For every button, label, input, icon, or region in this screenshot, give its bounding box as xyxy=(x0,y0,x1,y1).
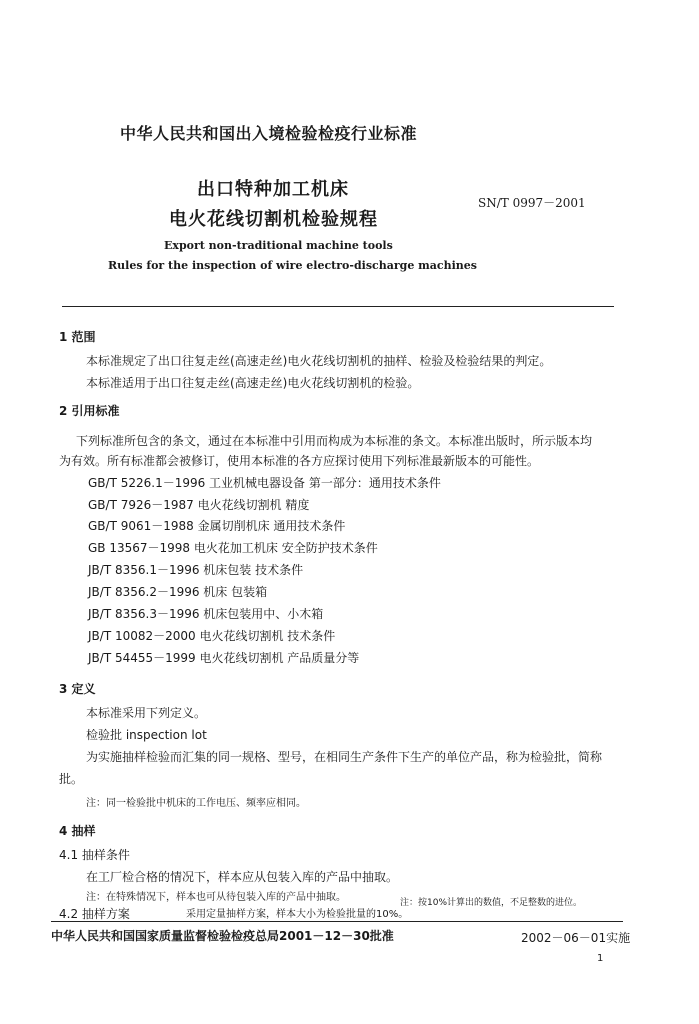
approval-statement: 中华人民共和国国家质量监督检验检疫总局2001－12－30批准 xyxy=(51,929,394,943)
reference-item: JB/T 8356.2－1996 机床 包装箱 xyxy=(88,585,268,599)
reference-item: GB 13567－1998 电火花加工机床 安全防护技术条件 xyxy=(88,541,378,555)
section-3-definition-line-1: 为实施抽样检验而汇集的同一规格、型号，在相同生产条件下生产的单位产品，称为检验批，简称 xyxy=(86,750,603,764)
section-2-intro-line-2: 为有效。所有标准都会被修订，使用本标准的各方应探讨使用下列标准最新版本的可能性。 xyxy=(59,454,540,468)
section-4-2-paragraph: 采用定量抽样方案，样本大小为检验批量的10%。 xyxy=(186,909,409,920)
implementation-date: 2002－06－01实施 xyxy=(521,931,631,945)
document-title-line-1: 出口特种加工机床 xyxy=(197,179,349,200)
section-2-intro-line-1: 下列标准所包含的条文，通过在本标准中引用而构成为本标准的条文。本标准出版时，所示版本均 xyxy=(76,434,593,448)
section-2-heading: 2 引用标准 xyxy=(59,404,120,418)
section-4-1-paragraph: 在工厂检合格的情况下，样本应从包装入库的产品中抽取。 xyxy=(86,870,399,884)
document-title-line-2: 电火花线切割机检验规程 xyxy=(169,209,378,230)
section-1-paragraph-2: 本标准适用于出口往复走丝(高速走丝)电火花线切割机的检验。 xyxy=(86,376,420,390)
section-3-term: 检验批 inspection lot xyxy=(86,728,207,742)
standard-category-heading: 中华人民共和国出入境检验检疫行业标准 xyxy=(120,124,418,143)
section-4-1-note: 注：在特殊情况下，样本也可从待包装入库的产品中抽取。 xyxy=(86,892,346,903)
reference-item: JB/T 54455－1999 电火花线切割机 产品质量分等 xyxy=(88,651,360,665)
standard-code: SN/T 0997－2001 xyxy=(478,196,586,210)
english-title-line-1: Export non-traditional machine tools xyxy=(164,239,393,252)
section-3-note: 注：同一检验批中机床的工作电压、频率应相同。 xyxy=(86,798,306,809)
section-3-definition-line-2: 批。 xyxy=(59,772,84,786)
section-4-2-heading: 4.2 抽样方案 xyxy=(59,907,130,921)
header-divider xyxy=(62,306,614,307)
section-4-2-note: 注：按10%计算出的数值，不足整数的进位。 xyxy=(400,898,583,908)
reference-item: JB/T 8356.1－1996 机床包装 技术条件 xyxy=(88,563,304,577)
page-number: 1 xyxy=(597,953,604,964)
section-4-1-heading: 4.1 抽样条件 xyxy=(59,848,130,862)
reference-item: GB/T 7926－1987 电火花线切割机 精度 xyxy=(88,498,310,512)
section-1-heading: 1 范围 xyxy=(59,330,96,344)
reference-item: JB/T 8356.3－1996 机床包装用中、小木箱 xyxy=(88,607,324,621)
reference-item: JB/T 10082－2000 电火花线切割机 技术条件 xyxy=(88,629,336,643)
section-3-heading: 3 定义 xyxy=(59,682,96,696)
section-3-intro: 本标准采用下列定义。 xyxy=(86,706,207,720)
english-title-line-2: Rules for the inspection of wire electro-discharge machines xyxy=(108,259,477,272)
section-4-heading: 4 抽样 xyxy=(59,824,96,838)
section-1-paragraph-1: 本标准规定了出口往复走丝(高速走丝)电火花线切割机的抽样、检验及检验结果的判定。 xyxy=(86,354,552,368)
footer-divider xyxy=(51,921,623,922)
reference-item: GB/T 9061－1988 金属切削机床 通用技术条件 xyxy=(88,519,346,533)
reference-item: GB/T 5226.1－1996 工业机械电器设备 第一部分：通用技术条件 xyxy=(88,476,441,490)
